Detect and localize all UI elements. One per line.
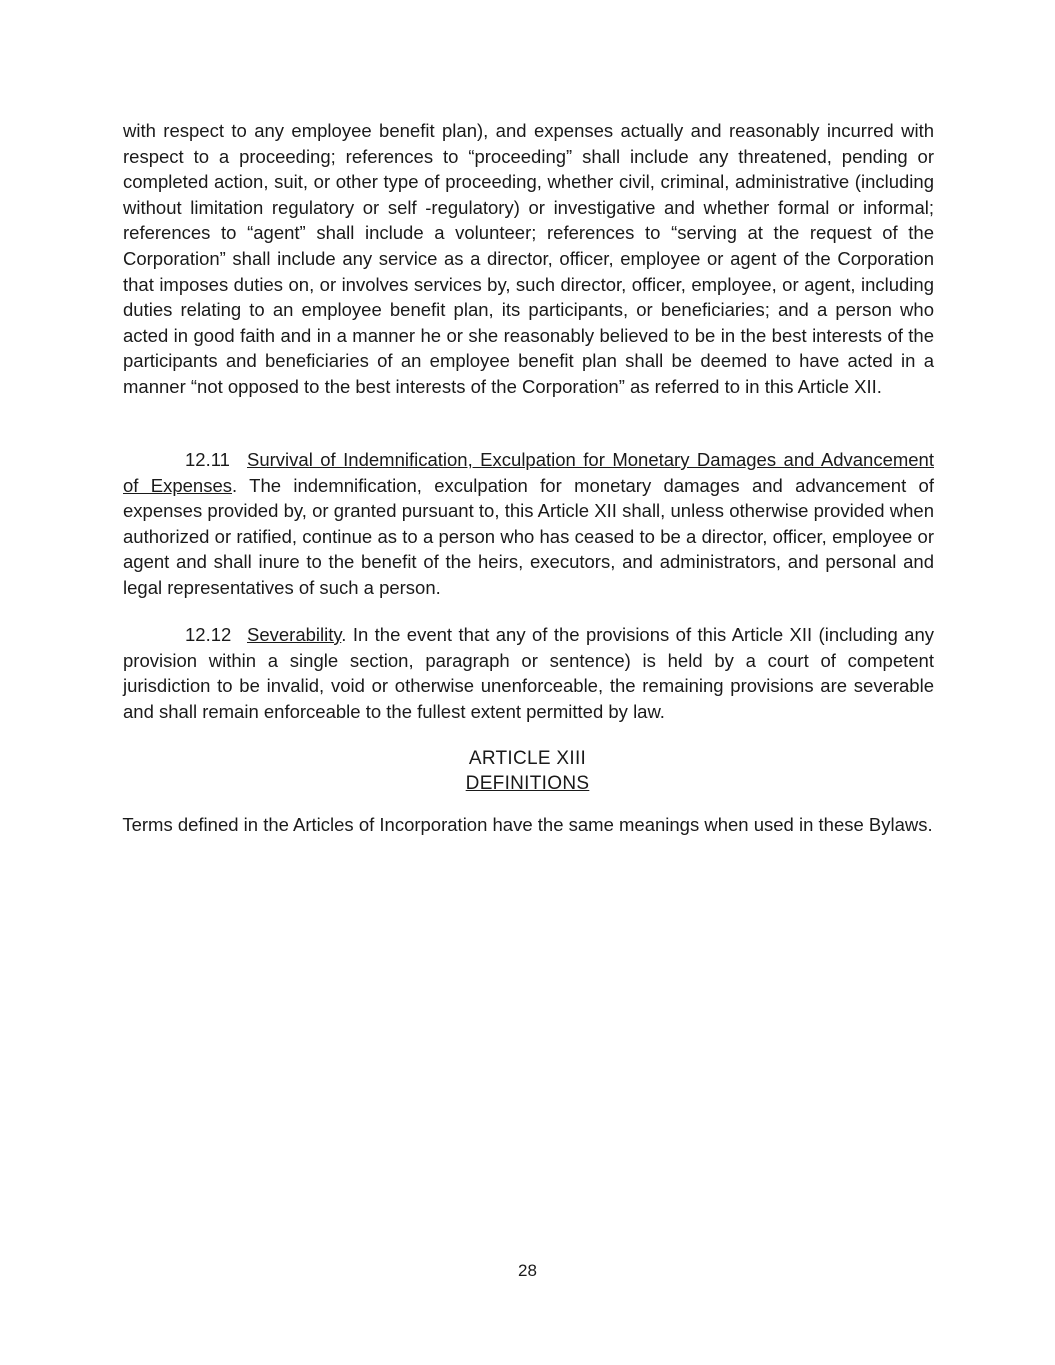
section-body: . In the event that any of the provisions of this Article XII (including any provision within a single section, paragraph or sentence) is held by a court of competent jurisdiction to be invalid, void or otherwise unenforceable, the remaining provisions are severable and shall remain enforceable to the fullest extent permitted by law. — [123, 624, 934, 722]
section-number: 12.12 — [185, 624, 232, 645]
article-title: ARTICLE XIII — [468, 748, 587, 769]
article-body: Terms defined in the Articles of Incorporation have the same meanings when used in these Bylaws. — [122, 814, 933, 835]
section-title: Survival of Indemnification, Exculpation for Monetary Damages and Advancement of Expenses — [123, 449, 934, 496]
article-subtitle: DEFINITIONS — [465, 773, 590, 794]
section-body: . The indemnification, exculpation for monetary damages and advancement of expenses provided by, or granted pursuant to, this Article XII shall, unless otherwise provided when authorized or ratified, continue as to a person who has ceased to be a director, officer, employee or agent and shall inure to the benefit of the heirs, executors, and administrators, and personal and legal representatives of such a person. — [123, 474, 934, 598]
section-title: Severability — [247, 624, 342, 645]
paragraph-continuation: with respect to any employee benefit plan), and expenses actually and reasonably incurred with respect to a proceeding; references to “proceeding” shall include any threatened, pending or completed action, suit, or other type of proceeding, whether civil, criminal, administrative (including without limitation regulatory or self -regulatory) or investigative and whether formal or informal; references to “agent” shall include a volunteer; references to “serving at the request of the Corporation” shall include any service as a director, officer, employee or agent of the Corporation that imposes duties on, or involves services by, such director, officer, employee, or agent, including duties relating to an employee benefit plan, its participants, or beneficiaries; and a person who acted in good faith and in a manner he or she reasonably believed to be in the best interests of the participants and beneficiaries of an employee benefit plan shall be deemed to have acted in a manner “not opposed to the best interests of the Corporation” as referred to in this Article XII. — [123, 120, 934, 397]
section-12-12 — [123, 622, 934, 724]
page-number: 28 — [518, 1261, 537, 1280]
section-number: 12.11 — [185, 449, 230, 470]
article-subtitle-container — [0, 771, 1055, 796]
section-12-11 — [123, 447, 934, 601]
